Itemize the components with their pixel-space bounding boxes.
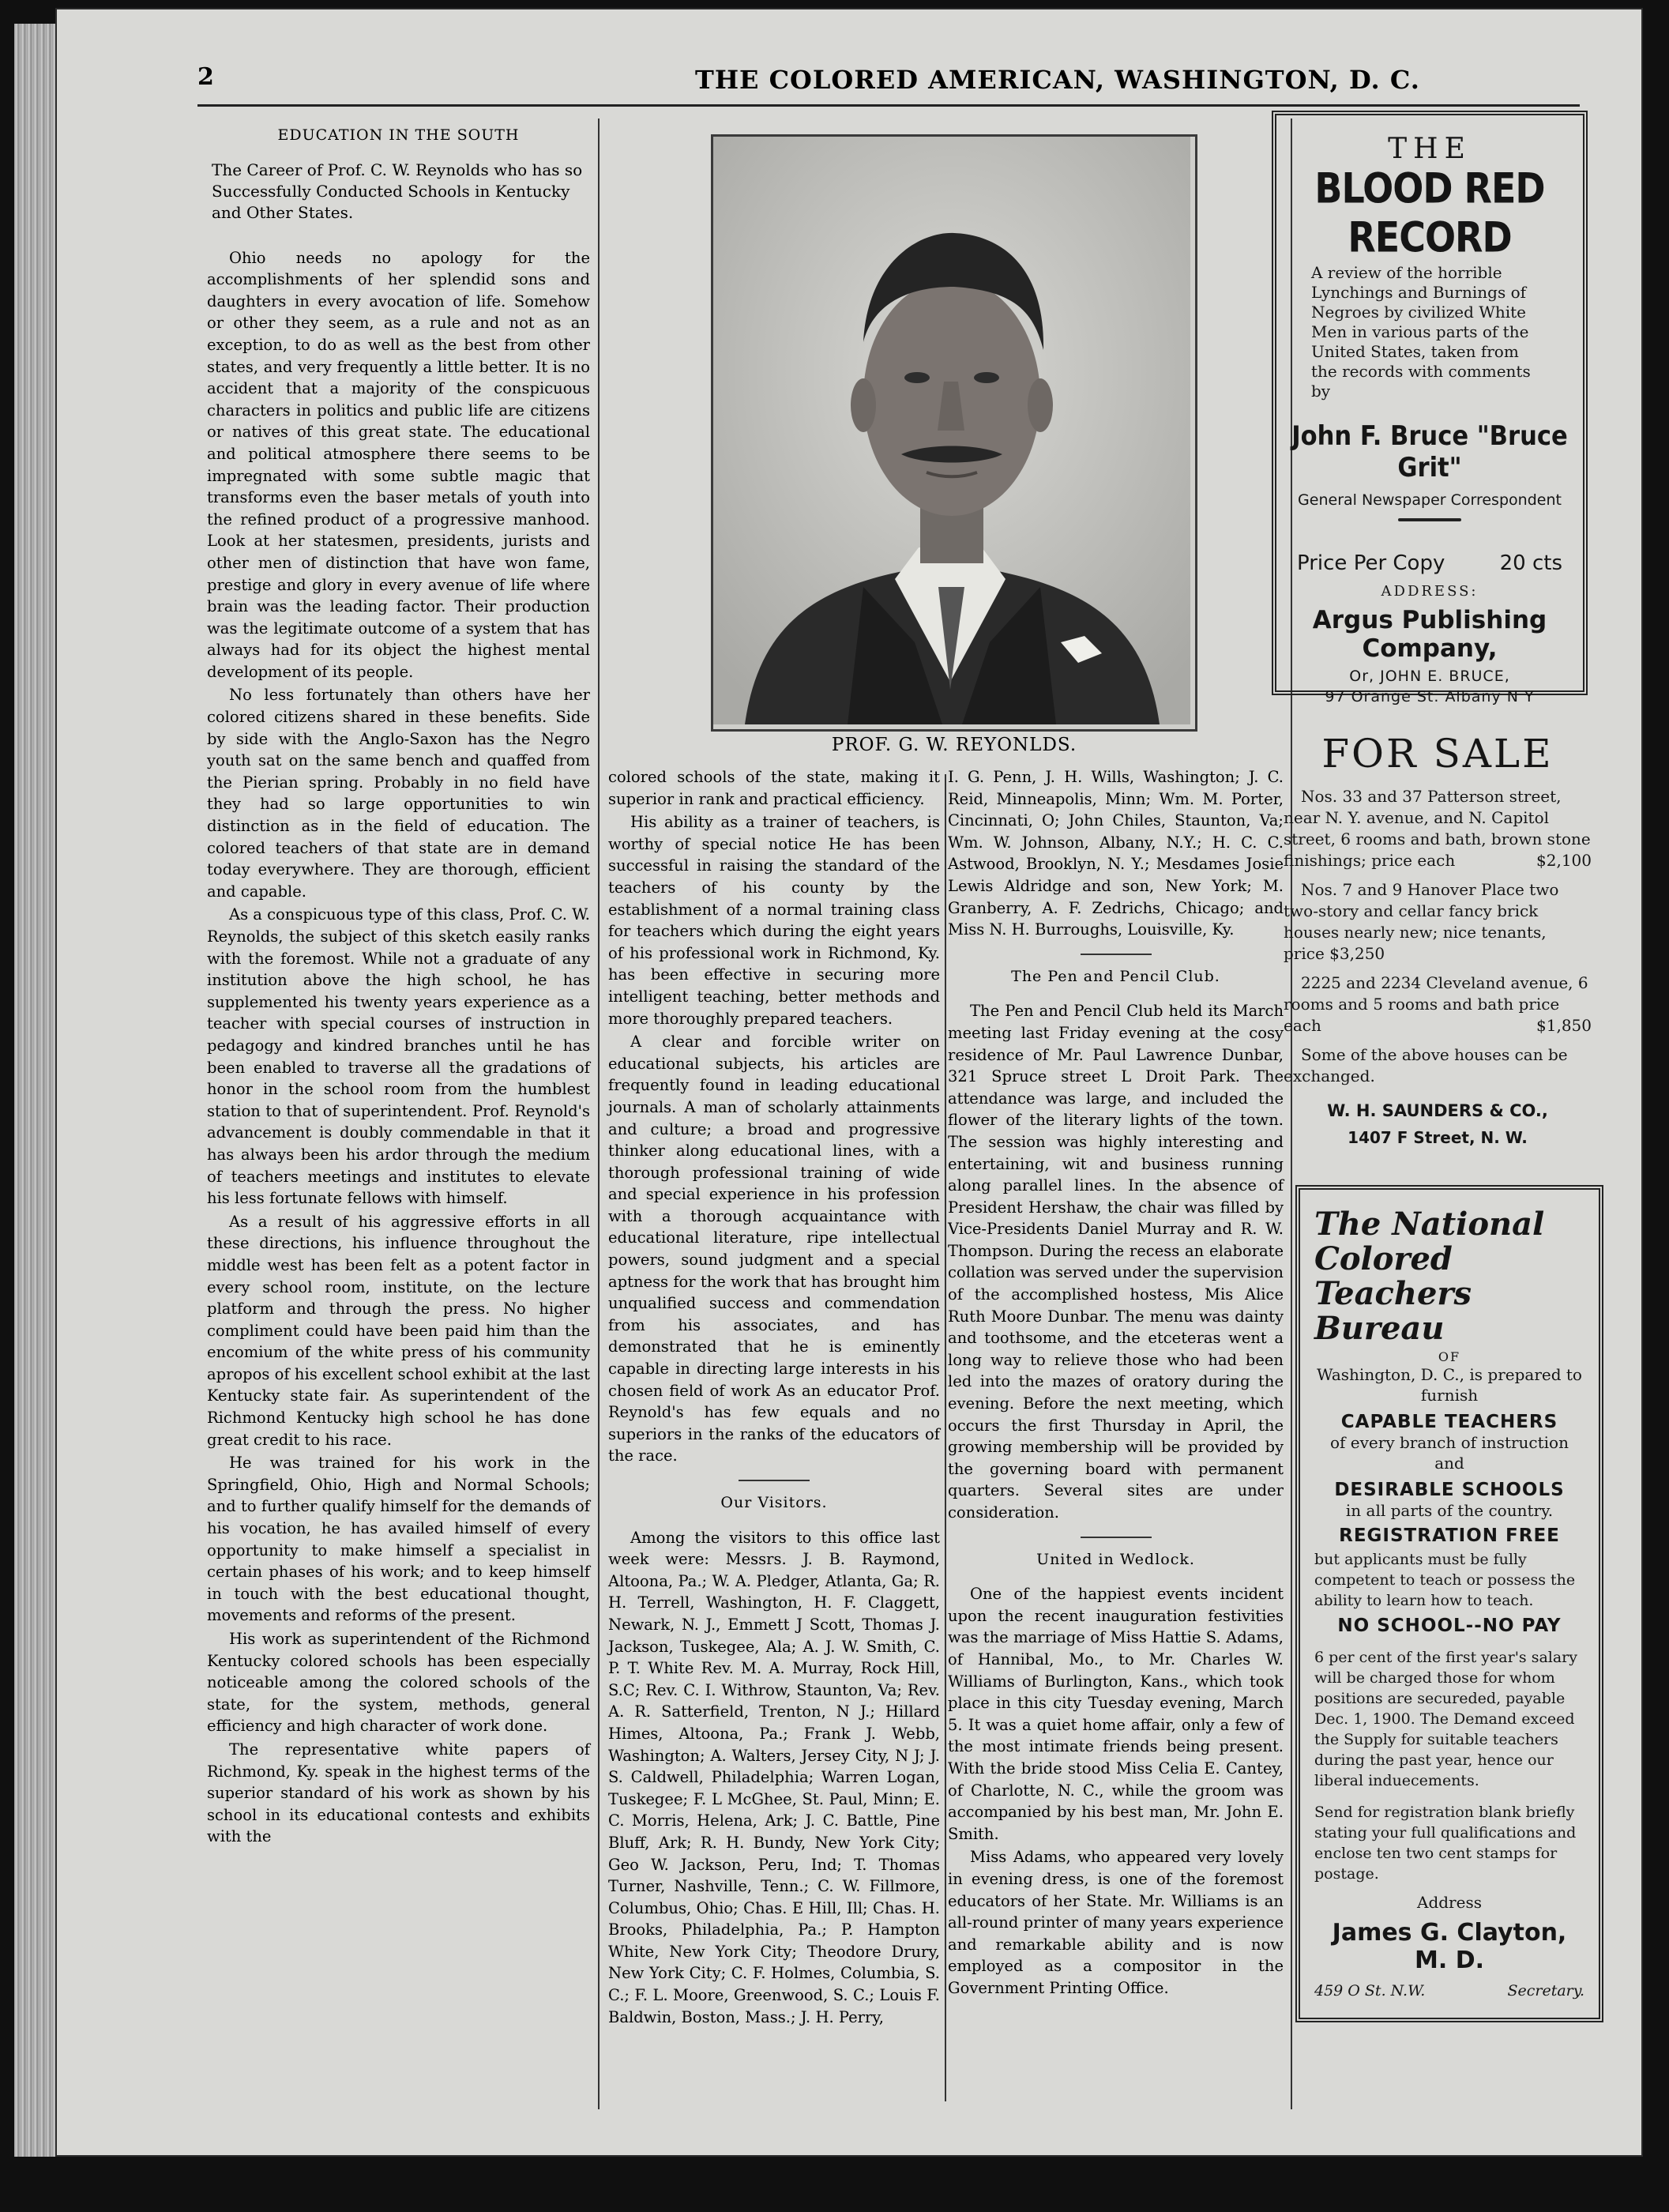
ad-blood-red-record <box>1272 111 1588 705</box>
ad-teachers-desirable: DESIRABLE SCHOOLS <box>1334 1480 1565 1500</box>
ad-record-title: BLOOD RED RECORD <box>1314 163 1545 262</box>
article-paragraph: He was trained for his work in the Springfield, Ohio, High and Normal Schools; and to further qualify himself for the demands of his vocation, he has availed himself of every opportunity to make himself a specialist in certain phases of his work; and to keep himself in touch with the best educational thought, movements and reforms of the present. <box>207 1454 590 1625</box>
visitors-title: Our Visitors. <box>720 1494 828 1511</box>
portrait-illustration <box>713 137 1190 724</box>
wedlock-paragraph: Miss Adams, who appeared very lovely in evening dress, is one of the foremost educators of her State. Mr. Williams is an all-round printer of many years experience and remarkable ability and is now employed as a compositor in the Government Printing Office. <box>948 1848 1284 1997</box>
ad-for-sale <box>1284 731 1592 1147</box>
pen-pencil-text: The Pen and Pencil Club held its March meeting last Friday evening at the cosy residence of Mr. Paul Lawrence Dunbar, 321 Spruce street L Droit Park. The attendance was large, and included the flower of the literary lights of the town. The session was highly interesting and entertaining, wit and business running along parallel lines. In the absence of President Hershaw, the chair was filled by Vice-Presidents Daniel Murray and R. W. Thompson. During the recess an elaborate collation was served under the supervision of the accomplished hostess, Mis Alice Ruth Moore Dunbar. The menu was dainty and toothsome, and the etceteras went a long way to relieve those who had been led into the mazes of oratory during the evening. Before the next meeting, which occurs the first Thursday in April, the growing membership will be provided by the governing board with permanent quarters. Several sites are under consideration. <box>948 1002 1284 1522</box>
visitors-continuation: I. G. Penn, J. H. Wills, Washington; J. C. Reid, Minneapolis, Minn; Wm. M. Porter, Cincinnati, O; John Chiles, Staunton, Va; Wm. W. Johnson, Albany, N.Y.; H. C. C. Astwood, Brooklyn, N. Y.; Mesdames Josie Lewis Aldridge and son, New York; M. Granberry, A. F. Zedrichs, Chicago; and Miss N. H. Burroughs, Louisville, Ky. <box>948 768 1284 939</box>
ad-sale-listing-text: Nos. 33 and 37 Patterson street, near N. Y. avenue, and N. Capitol street, 6 rooms and bath, brown stone finishings; price each <box>1284 787 1591 870</box>
ad-teachers-no-school: NO SCHOOL--NO PAY <box>1337 1616 1562 1636</box>
ad-sale-listing-price: $1,850 <box>1536 1016 1592 1035</box>
ad-sale-note: Some of the above houses can be exchanged. <box>1284 1045 1568 1085</box>
ad-sale-listing-text: Nos. 7 and 9 Hanover Place two two-story and cellar fancy brick houses nearly new; nice tenants, price <box>1284 880 1559 963</box>
ad-teachers-title: The National Colored Teachers Bureau <box>1314 1206 1545 1347</box>
ad-record-author-role: General Newspaper Correspondent <box>1298 491 1562 509</box>
ad-sale-listing-price: $2,100 <box>1536 851 1592 870</box>
ad-record-address-label: ADDRESS: <box>1381 583 1479 600</box>
ad-record-price-value: 20 cts <box>1499 551 1562 575</box>
header-rule <box>197 104 1580 107</box>
article-paragraph: colored schools of the state, making it superior in rank and practical efficiency. <box>608 768 940 808</box>
ad-teachers-terms: 6 per cent of the first year's salary will be charged those for whom positions are secureded, payable Dec. 1, 1900. The Demand exceed the Supply for suitable teachers during the past year, hence our liberal induecements. <box>1314 1649 1578 1789</box>
section-divider <box>1081 954 1152 955</box>
ad-teachers-street: 459 O St. N.W. <box>1314 1982 1426 1999</box>
ad-sale-listing <box>1284 879 1592 965</box>
ad-teachers-signer: James G. Clayton, M. D. <box>1332 1919 1567 1974</box>
newspaper-title: THE COLORED AMERICAN, WASHINGTON, D. C. <box>695 65 1420 95</box>
article-continuation-column <box>608 766 940 2030</box>
ad-record-author: John F. Bruce "Bruce Grit" <box>1291 420 1568 483</box>
ad-record-description: A review of the horrible Lynchings and Burnings of Negroes by civilized White Men in various parts of the United States, taken from the records with comments by <box>1311 263 1531 401</box>
ad-teachers-every-branch: of every branch of instruction and <box>1330 1433 1569 1473</box>
article-paragraph: The representative white papers of Richmond, Ky. speak in the highest terms of the superior standard of his work as shown by his school in its educational contests and exhibits with the <box>207 1740 590 1846</box>
ad-teachers-intro: Washington, D. C., is prepared to furnish <box>1317 1365 1582 1405</box>
portrait-caption: PROF. G. W. REYONLDS. <box>831 735 1077 755</box>
ad-record-publisher: Argus Publishing Company, <box>1312 606 1547 663</box>
section-divider <box>1081 1537 1152 1538</box>
ad-record-title-the: THE <box>1388 133 1472 165</box>
page-number: 2 <box>197 63 214 91</box>
article-education-column <box>207 118 590 2109</box>
article-paragraph: His work as superintendent of the Richmond Kentucky colored schools has been especially noticeable among the colored schools of the state, for the system, methods, general efficiency and high character of work done. <box>207 1630 590 1736</box>
column-rule <box>945 774 946 2101</box>
ad-ornament-rule <box>1398 518 1461 521</box>
page-header <box>197 63 1580 111</box>
ad-record-price-row <box>1297 551 1562 575</box>
wedlock-title: United in Wedlock. <box>1036 1550 1195 1568</box>
article-paragraph: Ohio needs no apology for the accomplishments of her splendid sons and daughters in every avocation of life. Somehow or other they seem, as a rule and not as an exception, to do as well as the best from other states, and very frequently a little better. It is no accident that a majority of the conspicuous characters in politics and public life are citizens or natives of this great state. The educational and political atmosphere there seems to be impregnated with some subtle magic that transforms even the baser metals of youth into the refined product of a progressive manhood. Look at her statesmen, presidents, jurists and other men of distinction that have won fame, prestige and glory in every avenue of life where brain was the leading factor. Their production was the legitimate outcome of a system that has always had for its object the highest mental development of its people. <box>207 248 590 681</box>
ad-sale-listing-text: 2225 and 2234 Cleveland avenue, 6 rooms and 5 rooms and bath price each <box>1284 973 1588 1035</box>
ad-record-street: 97 Orange St. Albany N Y <box>1325 688 1535 705</box>
wedlock-paragraph: One of the happiest events incident upon the recent inauguration festivities was the marriage of Miss Hattie S. Adams, of Hannibal, Mo., to Mr. Charles W. Williams of Burlington, Kans., which took place in this city Tuesday evening, March 5. It was a quiet home affair, only a few of the most intimate friends being present. With the bride stood Miss Celia E. Cantey, of Charlotte, N. C., while the groom was accompanied by his best man, Mr. John E. Smith. <box>948 1585 1284 1843</box>
article-paragraph: As a result of his aggressive efforts in all these directions, his influence throughout the middle west has been felt as a potent factor in every school room, institute, on the lecture platform and through the press. No higher compliment could have been paid him than the encomium of the white press of his community apropos of his excellent school exhibit at the last Kentucky state fair. As superintendent of the Richmond Kentucky high school he has done great credit to his race. <box>207 1212 590 1449</box>
article-paragraph: As a conspicuous type of this class, Prof. C. W. Reynolds, the subject of this sketch easily ranks with the foremost. While not a graduate of any institution above the high school, he has supplemented his twenty years experience as a teacher with special courses of instruction in pedagogy and kindred branches until he has been enabled to traverse all the gradations of honor in the school room from the humblest station to that of superintendent. Prof. Reynold's advancement is doubly commendable in that it has always been his ardor through the medium of teachers meetings and institutes to elevate his less fortunate fellows with himself. <box>207 905 590 1208</box>
section-divider <box>739 1480 810 1481</box>
article-paragraph: His ability as a trainer of teachers, is worthy of special notice He has been successful in raising the standard of the teachers of his county by the establishment of a normal training class for teachers which during the eight years of his professional work in Richmond, Ky. has been effective in securing more intelligent teaching, better methods and more thoroughly prepared teachers. <box>608 813 940 1028</box>
ad-teachers-registration: REGISTRATION FREE <box>1339 1525 1560 1546</box>
ad-sale-address: 1407 F Street, N. W. <box>1348 1128 1528 1147</box>
ad-teachers-applicants: but applicants must be fully competent to teach or possess the ability to learn how to teach. <box>1314 1551 1576 1609</box>
visitors-text: Among the visitors to this office last week were: Messrs. J. B. Raymond, Altoona, Pa.; W. A. Pledger, Atlanta, Ga; R. H. Terrell, Washington, H. F. Claggett, Newark, N. J., Emmett J Scott, Thomas J. Jackson, Tuskegee, Ala; A. J. W. Smith, C. P. T. White Rev. M. A. Murray, Rock Hill, S.C; Rev. C. I. Withrow, Staunton, Va; Rev. A. R. Satterfield, Trenton, N J.; Hillard Himes, Altoona, Pa.; Frank J. Webb, Washington; A. Walters, Jersey City, N J; J. S. Caldwell, Philadelphia; Warren Logan, Tuskegee; F. L McGhee, St. Paul, Minn; E. C. Morris, Helena, Ark; J. C. Battle, Pine Bluff, Ark; R. H. Bundy, New York City; Geo W. Jackson, Peru, Ind; T. Thomas Turner, Nashville, Tenn.; C. W. Fillmore, Columbus, Ohio; Chas. E Hill, Ill; Chas. H. Brooks, Philadelphia, Pa.; P. Hampton White, New York City; Theodore Drury, New York City; C. F. Holmes, Columbia, S. C.; F. L. Moore, Greenwood, S. C.; Louis F. Baldwin, Boston, Mass.; J. H. Perry, <box>608 1528 940 2026</box>
news-column <box>948 766 1284 2000</box>
pen-pencil-title: The Pen and Pencil Club. <box>1011 967 1220 985</box>
article-paragraph: A clear and forcible writer on educational subjects, his articles are frequently found in leading educational journals. A man of scholarly attainments and culture; a broad and progressive thinker along educational lines, with a thorough professional training of wide and special experience in his profession with a thorough acquaintance with educational literature, ripe intellectual powers, sound judgment and a special aptness for the work that has brought him unqualified success and commendation from his associates, and has demonstrated that he is eminently capable in directing large interests in his chosen field of work As an educator Prof. Reynold's has few equals and no superiors in the ranks of the educators of the race. <box>608 1033 940 1465</box>
ad-sale-listing-price: $3,250 <box>1329 944 1385 963</box>
ad-teachers-send: Send for registration blank briefly stating your full qualifications and enclose ten two cent stamps for postage. <box>1314 1804 1577 1883</box>
ad-record-or-line: Or, JOHN E. BRUCE, <box>1349 668 1510 685</box>
article-paragraph: No less fortunately than others have her colored citizens shared in these benefits. Side by side with the Anglo-Saxon has the Negro youth sat on the same bench and quaffed from the Pierian spring. Probably in no field have they had so large opportunities to win distinction as in the field of education. The colored teachers of that state are in demand today everywhere. They are thorough, efficient and capable. <box>207 686 590 901</box>
ad-teachers-bureau <box>1295 1185 1603 2022</box>
ad-teachers-of: OF <box>1438 1349 1461 1364</box>
ad-teachers-footer <box>1314 1982 1584 1999</box>
ad-sale-listing <box>1284 972 1592 1036</box>
ad-sale-title: FOR SALE <box>1321 731 1554 777</box>
ad-teachers-role: Secretary. <box>1507 1982 1584 1999</box>
ad-teachers-address-label: Address <box>1417 1893 1482 1912</box>
article-subhead: The Career of Prof. C. W. Reynolds who has so Successfully Conducted Schools in Kentucky and Other States. <box>212 160 583 222</box>
ad-teachers-all-parts: in all parts of the country. <box>1345 1501 1554 1520</box>
column-rule <box>598 118 600 2109</box>
ad-teachers-capable: CAPABLE TEACHERS <box>1340 1412 1558 1432</box>
article-title: EDUCATION IN THE SOUTH <box>277 126 520 144</box>
ad-sale-listing <box>1284 786 1592 871</box>
ad-record-price-label: Price Per Copy <box>1297 551 1445 575</box>
portrait-photo <box>711 134 1197 732</box>
ad-sale-firm: W. H. SAUNDERS & CO., <box>1327 1101 1548 1120</box>
